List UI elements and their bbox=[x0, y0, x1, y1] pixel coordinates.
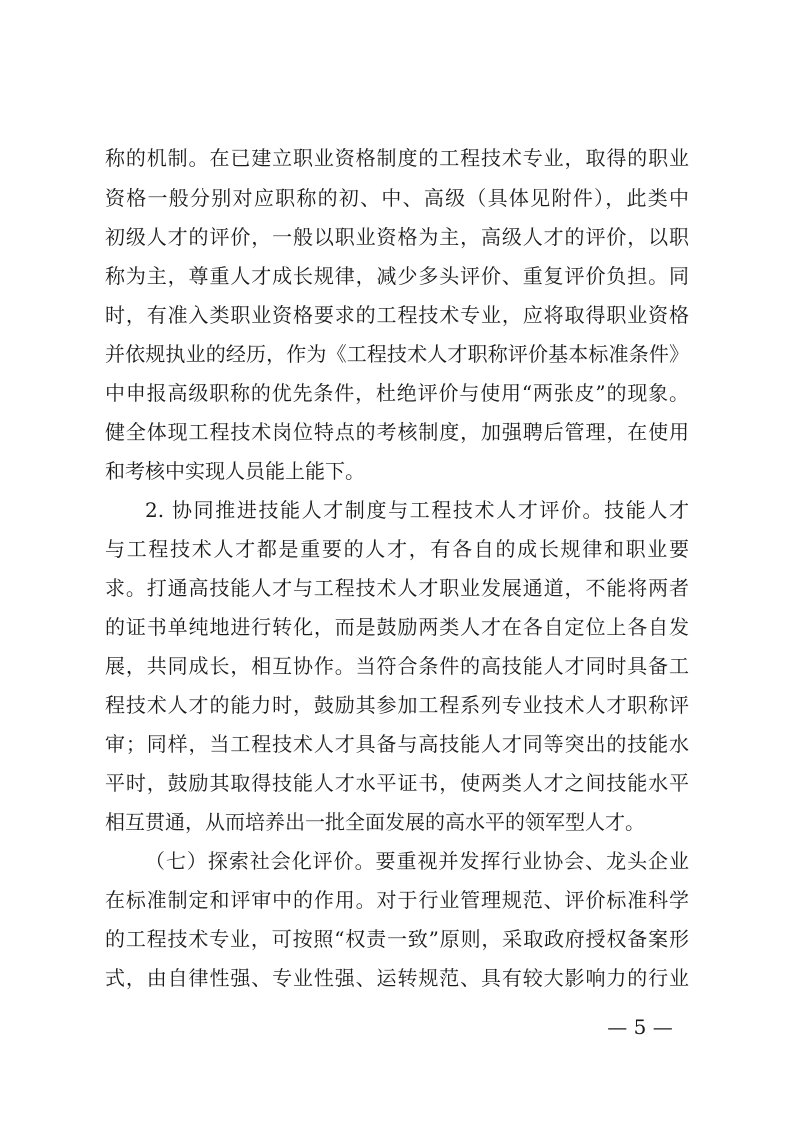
body-text-line: 称为主，尊重人才成长规律，减少多头评价、重复评价负担。同 bbox=[105, 264, 689, 288]
body-text-line: 审；同样，当工程技术人才具备与高技能人才同等突出的技能水 bbox=[105, 732, 689, 756]
body-text-line: 资格一般分别对应职称的初、中、高级（具体见附件），此类中 bbox=[105, 186, 689, 210]
body-text-line: 时，有准入类职业资格要求的工程技术专业，应将取得职业资格 bbox=[105, 303, 689, 327]
body-text-line: 展，共同成长，相互协作。当符合条件的高技能人才同时具备工 bbox=[105, 654, 689, 678]
page-number: — 5 — bbox=[607, 1015, 673, 1039]
body-text-line: 求。打通高技能人才与工程技术人才职业发展通道，不能将两者 bbox=[105, 576, 689, 600]
body-text-line: （七）探索社会化评价。要重视并发挥行业协会、龙头企业 bbox=[145, 849, 689, 873]
body-text-line: 式，由自律性强、专业性强、运转规范、具有较大影响力的行业 bbox=[105, 966, 689, 990]
body-text-line: 健全体现工程技术岗位特点的考核制度，加强聘后管理，在使用 bbox=[105, 420, 689, 444]
body-text-line: 平时，鼓励其取得技能人才水平证书，使两类人才之间技能水平 bbox=[105, 771, 689, 795]
body-text-line: 相互贯通，从而培养出一批全面发展的高水平的领军型人才。 bbox=[105, 810, 645, 834]
body-text-line: 2. 协同推进技能人才制度与工程技术人才评价。技能人才 bbox=[145, 498, 689, 522]
body-text-line: 和考核中实现人员能上能下。 bbox=[105, 459, 365, 483]
body-text-line: 称的机制。在已建立职业资格制度的工程技术专业，取得的职业 bbox=[105, 146, 689, 170]
body-text-line: 在标准制定和评审中的作用。对于行业管理规范、评价标准科学 bbox=[105, 888, 689, 912]
body-text-line: 程技术人才的能力时，鼓励其参加工程系列专业技术人才职称评 bbox=[105, 693, 689, 717]
body-text-line: 与工程技术人才都是重要的人才，有各自的成长规律和职业要 bbox=[105, 537, 689, 561]
body-text-line: 的工程技术专业，可按照“权责一致”原则，采取政府授权备案形 bbox=[105, 927, 689, 951]
body-text-line: 中申报高级职称的优先条件，杜绝评价与使用“两张皮”的现象。 bbox=[105, 381, 689, 405]
body-text-line: 初级人才的评价，一般以职业资格为主，高级人才的评价，以职 bbox=[105, 225, 689, 249]
body-text-line: 的证书单纯地进行转化，而是鼓励两类人才在各自定位上各自发 bbox=[105, 615, 689, 639]
body-text-line: 并依规执业的经历，作为《工程技术人才职称评价基本标准条件》 bbox=[105, 342, 689, 366]
